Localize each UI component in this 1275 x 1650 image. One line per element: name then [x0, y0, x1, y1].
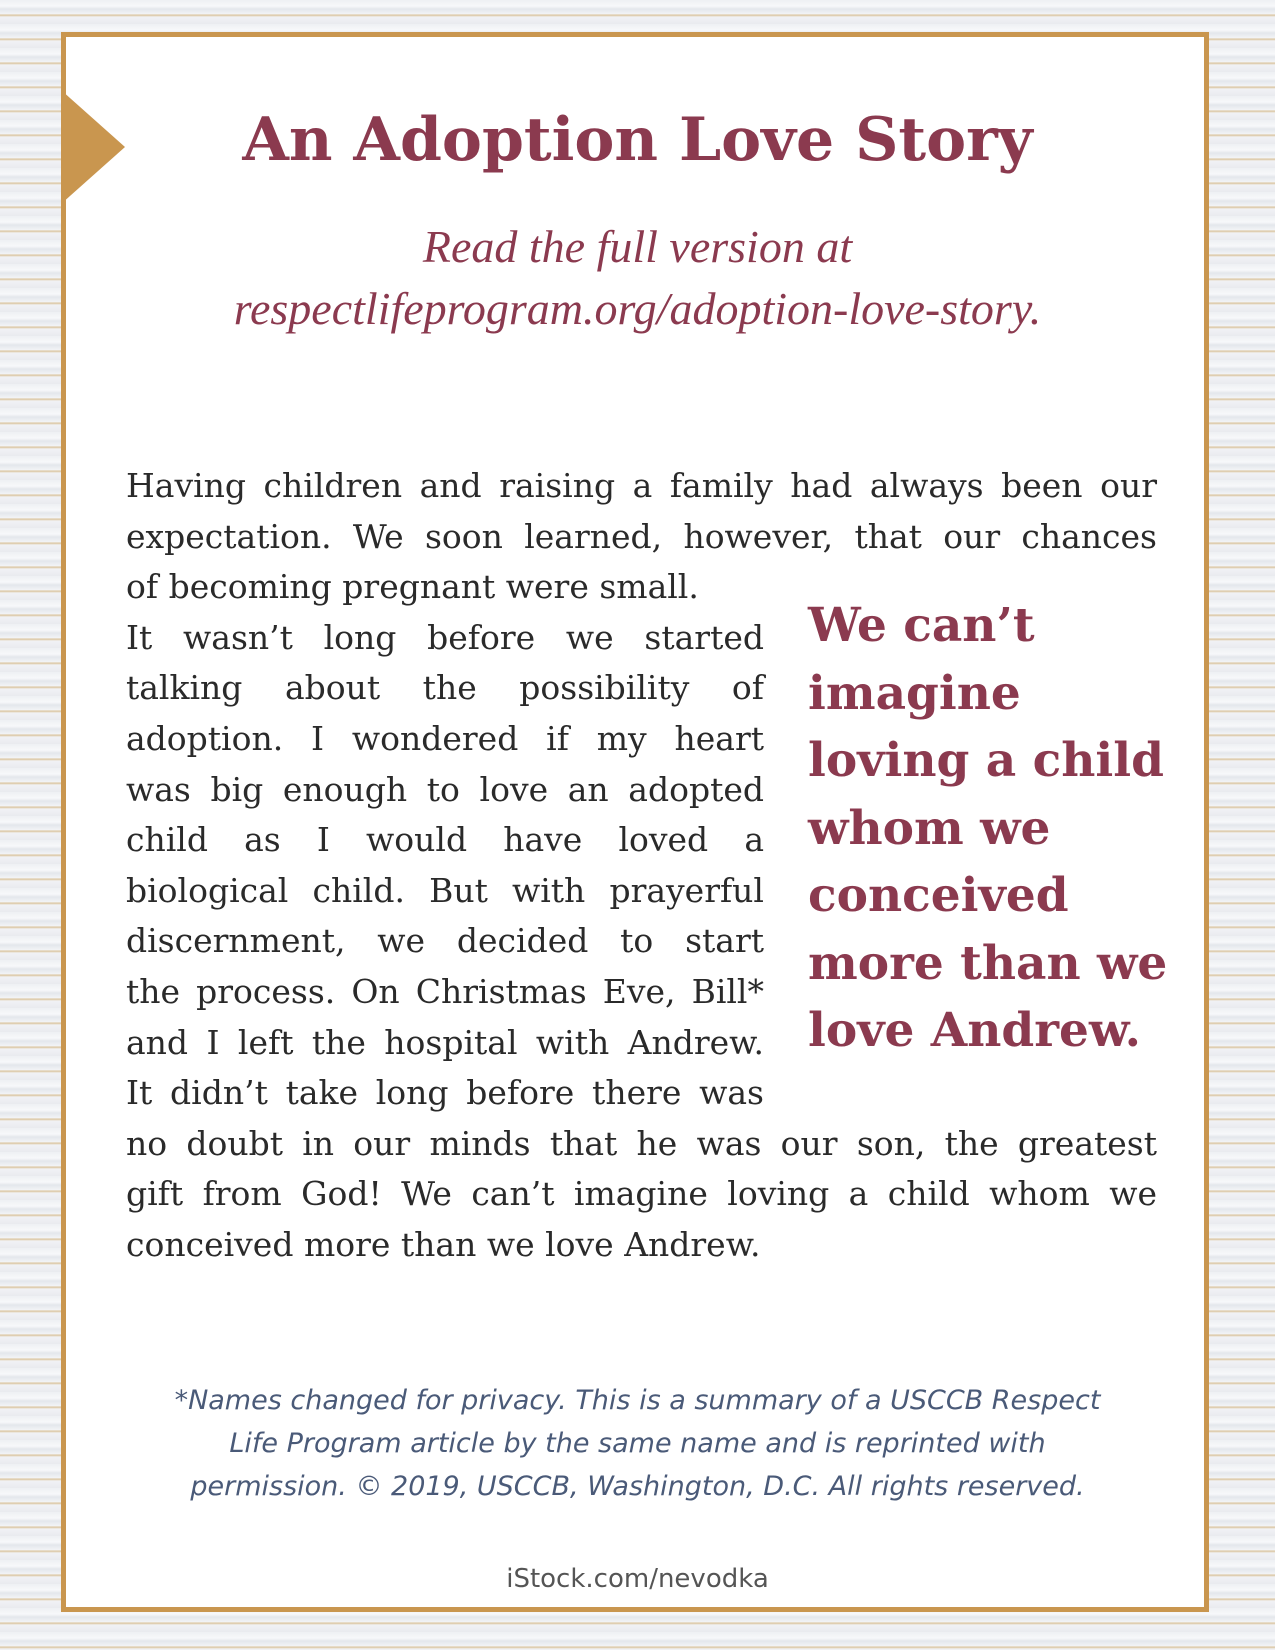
body-line: discernment, we decided to start: [126, 921, 764, 961]
pull-quote-line: whom we: [808, 800, 1051, 856]
body-line: of becoming pregnant were small.: [126, 567, 699, 607]
body-line: conceived more than we love Andrew.: [126, 1225, 761, 1264]
pull-quote-line: imagine: [808, 665, 1021, 721]
page-title: An Adoption Love Story: [242, 105, 1033, 175]
body-line: expectation. We soon learned, however, that our chances: [126, 516, 1157, 556]
body-line: It didn’t take long before there was: [126, 1073, 764, 1113]
body-line: It wasn’t long before we started: [126, 617, 764, 657]
pull-quote-line: more than we: [808, 935, 1168, 991]
body-line: adoption. I wondered if my heart: [126, 719, 764, 758]
body-line: gift from God! We can’t imagine loving a child whom we: [126, 1174, 1157, 1214]
body-line: no doubt in our minds that he was our son, the greatest: [126, 1123, 1157, 1163]
footnote-line-3: permission. © 2019, USCCB, Washington, D.C. All rights reserved.: [190, 1471, 1085, 1502]
body-line: was big enough to love an adopted: [126, 769, 764, 809]
photo-credit: iStock.com/nevodka: [506, 1564, 769, 1594]
footnote-line-2: Life Program article by the same name and is reprinted with: [229, 1428, 1046, 1459]
body-line: child as I would have loved a: [126, 820, 764, 860]
pull-quote-line: We can’t: [808, 598, 1035, 653]
footnote-line-1: *Names changed for privacy. This is a summary of a USCCB Respect: [174, 1385, 1101, 1416]
pull-quote-line: love Andrew.: [808, 1003, 1142, 1058]
pull-quote-line: loving a child: [808, 733, 1164, 788]
body-line: and I left the hospital with Andrew.: [126, 1022, 764, 1062]
subtitle-line-1: Read the full version at: [422, 221, 853, 272]
pull-quote-line: conceived: [808, 868, 1069, 923]
body-line: Having children and raising a family had always been our: [126, 466, 1157, 505]
body-line: biological child. But with prayerful: [126, 870, 764, 910]
body-line: talking about the possibility of: [126, 668, 764, 708]
body-line: the process. On Christmas Eve, Bill*: [126, 972, 764, 1011]
subtitle-link[interactable]: respectlifeprogram.org/adoption-love-story.: [233, 283, 1042, 334]
